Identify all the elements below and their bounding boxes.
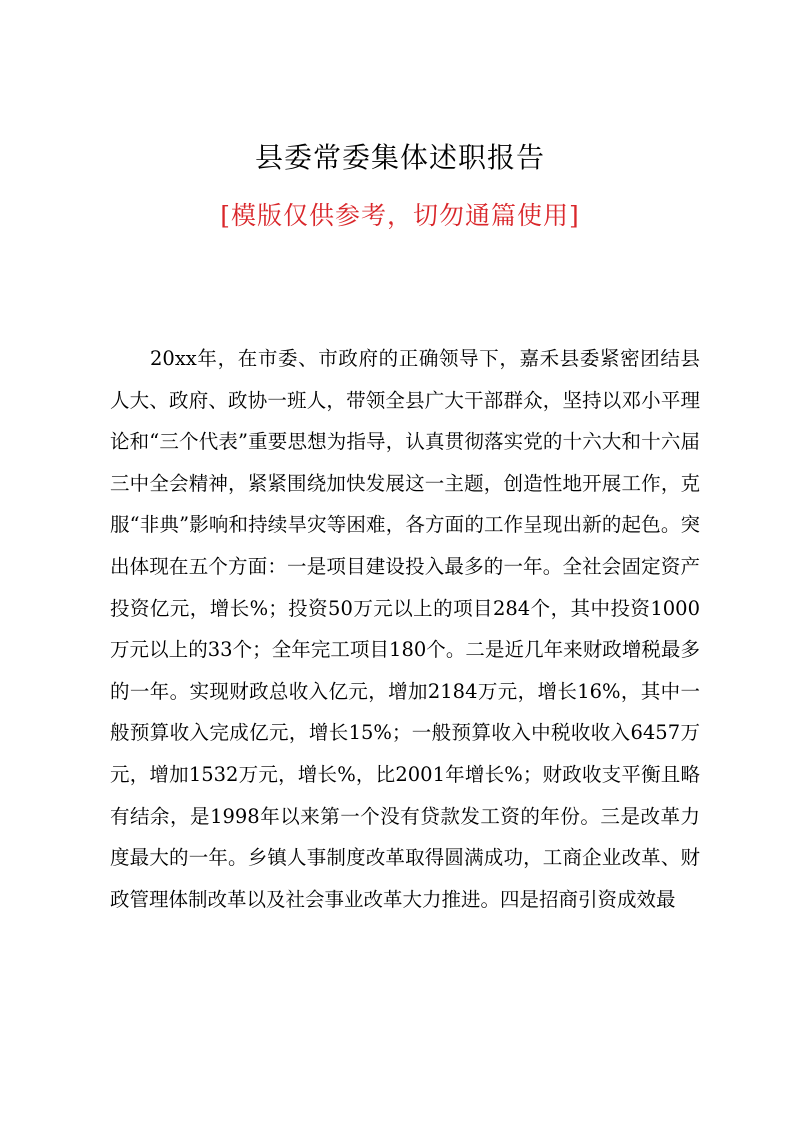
body-paragraph: 20xx年，在市委、市政府的正确领导下，嘉禾县委紧密团结县人大、政府、政协一班人，带领全县广大干部群众，坚持以邓小平理论和“三个代表”重要思想为指导，认真贯彻落实党的十六大和十六届三中全会精神，紧紧围绕加快发展这一主题，创造性地开展工作，克服“非典”影响和持续旱灾等困难，各方面的工作呈现出新的起色。突出体现在五个方面：一是项目建设投入最多的一年。全社会固定资产投资亿元，增长%；投资50万元以上的项目284个，其中投资1000万元以上的33个；全年完工项目180个。二是近几年来财政增税最多的一年。实现财政总收入亿元，增加2184万元，增长16%，其中一般预算收入完成亿元，增长15%；一般预算收入中税收收入6457万元，增加1532万元，增长%，比2001年增长%；财政收支平衡且略有结余，是1998年以来第一个没有贷款发工资的年份。三是改革力度最大的一年。乡镇人事制度改革取得圆满成功，工商企业改革、财政管理体制改革以及社会事业改革大力推进。四是招商引资成效最 xyxy=(110,347,700,911)
document-title: 县委常委集体述职报告 xyxy=(254,141,545,174)
template-notice: [模版仅供参考，切勿通篇使用] xyxy=(220,201,580,230)
